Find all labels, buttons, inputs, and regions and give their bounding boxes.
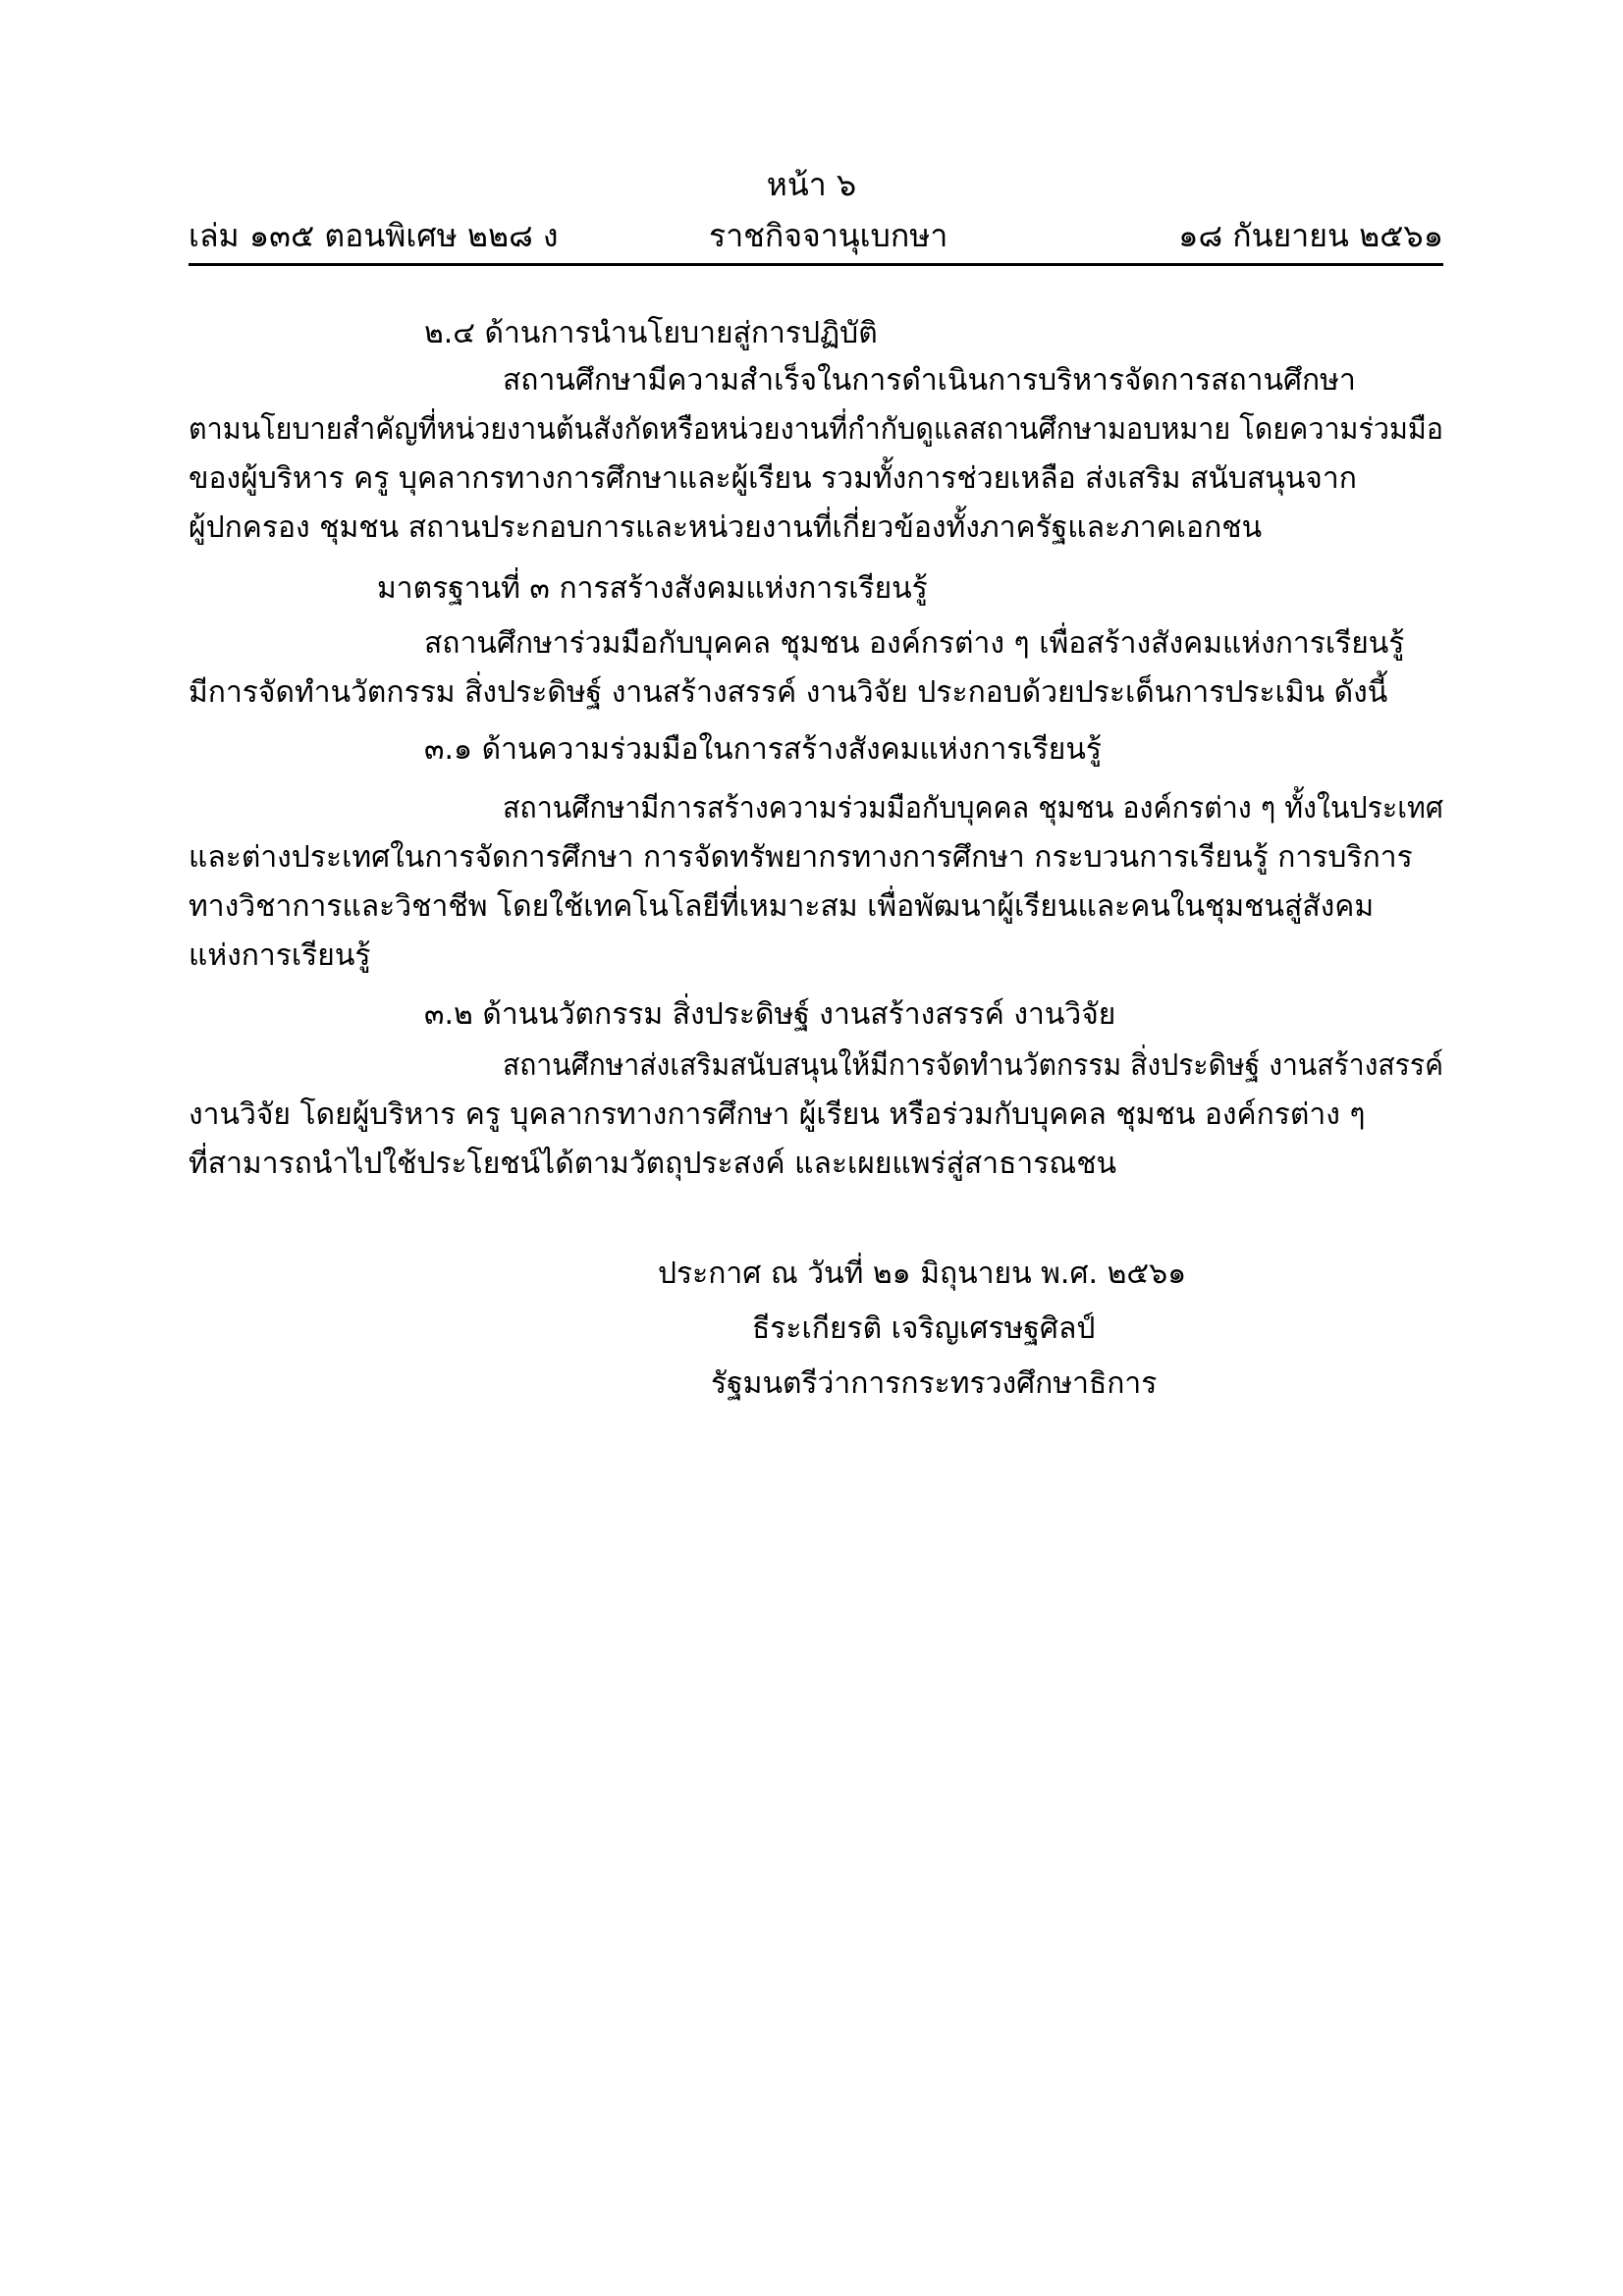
paragraph-line: งานวิจัย โดยผู้บริหาร ครู บุคลากรทางการศึกษา ผู้เรียน หรือร่วมกับบุคคล ชุมชน องค์กรต่าง ๆ [189,1097,1366,1132]
paragraph-line: สถานศึกษาส่งเสริมสนับสนุนให้มีการจัดทำนวัตกรรม สิ่งประดิษฐ์ งานสร้างสรรค์ [503,1048,1443,1083]
header-rule [189,263,1443,266]
paragraph-line: และต่างประเทศในการจัดการศึกษา การจัดทรัพยากรทางการศึกษา กระบวนการเรียนรู้ การบริการ [189,840,1413,875]
paragraph-line: ที่สามารถนำไปใช้ประโยชน์ได้ตามวัตถุประสงค์ และเผยแพร่สู่สาธารณชน [189,1147,1117,1181]
volume-issue: เล่ม ๑๓๕ ตอนพิเศษ ๒๒๘ ง [189,217,559,254]
section-heading: ๒.๔ ด้านการนำนโยบายสู่การปฏิบัติ [424,316,878,350]
publication-title: ราชกิจจานุเบกษา [709,217,948,254]
section-heading: ๓.๒ ด้านนวัตกรรม สิ่งประดิษฐ์ งานสร้างสรรค์ งานวิจัย [424,997,1116,1032]
paragraph-line: แห่งการเรียนรู้ [189,938,371,973]
paragraph-line: ทางวิชาการและวิชาชีพ โดยใช้เทคโนโลยีที่เหมาะสม เพื่อพัฒนาผู้เรียนและคนในชุมชนสู่สังคม [189,889,1375,924]
signatory-position: รัฐมนตรีว่าการกระทรวงศึกษาธิการ [711,1366,1158,1401]
paragraph-line: สถานศึกษามีการสร้างความร่วมมือกับบุคคล ชุมชน องค์กรต่าง ๆ ทั้งในประเทศ [503,791,1443,826]
paragraph-line: สถานศึกษามีความสำเร็จในการดำเนินการบริหารจัดการสถานศึกษา [503,363,1356,398]
paragraph-line: ตามนโยบายสำคัญที่หน่วยงานต้นสังกัดหรือหน่วยงานที่กำกับดูแลสถานศึกษามอบหมาย โดยความร่วมมือ [189,412,1444,447]
standard-heading: มาตรฐานที่ ๓ การสร้างสังคมแห่งการเรียนรู้ [377,571,928,606]
announcement-date: ประกาศ ณ วันที่ ๒๑ มิถุนายน พ.ศ. ๒๕๖๑ [658,1256,1187,1291]
paragraph-line: มีการจัดทำนวัตกรรม สิ่งประดิษฐ์ งานสร้างสรรค์ งานวิจัย ประกอบด้วยประเด็นการประเมิน ดังนี้ [189,675,1388,710]
paragraph-line: ของผู้บริหาร ครู บุคลากรทางการศึกษาและผู้เรียน รวมทั้งการช่วยเหลือ ส่งเสริม สนับสนุนจาก [189,461,1357,496]
gazette-header-row [189,214,1443,257]
section-heading: ๓.๑ ด้านความร่วมมือในการสร้างสังคมแห่งการเรียนรู้ [424,732,1102,767]
publication-date: ๑๘ กันยายน ๒๕๖๑ [1178,217,1443,254]
paragraph-line: ผู้ปกครอง ชุมชน สถานประกอบการและหน่วยงานที่เกี่ยวข้องทั้งภาครัฐและภาคเอกชน [189,510,1263,545]
page-number: หน้า ๖ [766,166,857,203]
signatory-name: ธีระเกียรติ เจริญเศรษฐศิลป์ [752,1311,1096,1346]
paragraph-line: สถานศึกษาร่วมมือกับบุคคล ชุมชน องค์กรต่าง ๆ เพื่อสร้างสังคมแห่งการเรียนรู้ [424,626,1405,661]
